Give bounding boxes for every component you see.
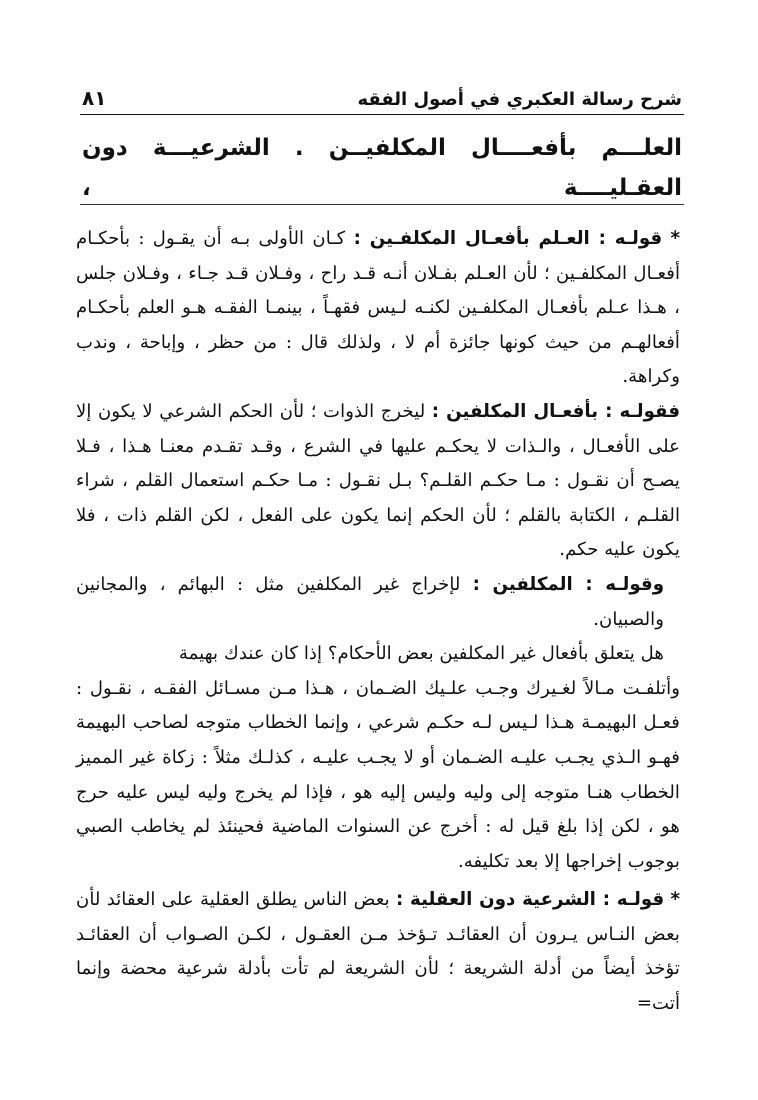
commentary-paragraph [76,672,680,880]
page-number: ٨١ [82,86,107,110]
matn-separator-rule [80,204,684,205]
paragraph-text: هل يتعلق بأفعال غير المكلفين بعض الأحكام؟ إذا كان عندك بهيمة [178,643,664,665]
commentary-paragraph [76,637,680,672]
lemma-heading: فقولـه : بأفعـال المكلفين : [431,400,681,422]
commentary-body [76,222,680,1022]
paragraph-text: كـان الأولى بـه أن يقـول : بأحكـام أفعـال المكلفـين ؛ لأن العـلم بفـلان أنـه قـد راح ، وفـلان قـد جـاء ، وفـلان جلس ، هـذا عـلم بأفعـال المكلفـين لكنـه لـيس فقهـاً ، بينمـا الفقـه هـو العلم بأحكـام أفعالهـم من حيث كونها جائزة أم لا ، ولذلك قال : من حظر ، وإباحة ، وندب وكراهة. [76,228,680,388]
commentary-paragraph [76,222,680,395]
paragraph-text: وأتلفـت مـالاً لغـيرك وجـب علـيك الضـمان ، هـذا مـن مسـائل الفقـه ، نقـول : فعـل البهيمـة هـذا لـيس لـه حكـم شرعي ، وإنما الخطاب متوجه لصاحب البهيمة فهـو الـذي يجـب عليـه الضـمان أو لا يجـب عليـه ، كذلـك مثلاً : زكاة غير المميز الخطاب هنـا متوجه إلى وليه وليس إليه هو ، فإذا لم يخرج وليه ليس عليه حرج هو ، لكن إذا بلغ قيل له : أخرج عن السنوات الماضية فحينئذ لم يخاطب الصبي بوجوب إخراجها إلا بعد تكليفه. [76,677,680,872]
commentary-paragraph [76,395,680,568]
lemma-heading: قولـه : العـلم بأفعـال المكلفـين : [353,228,663,249]
matn-text: العلـــم بأفعــــال المكلفيــن . الشرعيـــة دون العقـليــــة ، [82,135,682,201]
commentary-paragraph [76,883,680,1021]
commentary-paragraph [76,568,680,637]
lemma-heading: قولـه : الشرعية دون العقلية : [395,889,665,911]
lemma-heading: وقولـه : المكلفين : [472,573,664,595]
star-marker: * [670,889,680,911]
paragraph-text: لإخراج غير المكلفين مثل : البهائم ، والمجانين والصبيان. [76,573,664,630]
paragraph-text: ليخرج الذوات ؛ لأن الحكم الشرعي لا يكون إلا على الأفعـال ، والـذات لا يحكـم عليها في الشرع ، وقـد تقـدم معنـا هـذا ، فـلا يصـح أن نقـول : مـا حكـم القلـم؟ بـل نقـول : مـا حكـم استعمال القلم ، شراء القلـم ، الكتابة بالقلم ؛ لأن الحكم إنما يكون على الفعل ، لكن القلم ذات ، فلا يكون عليه حكم. [76,400,680,561]
paragraph-text: بعض الناس يطلق العقلية على العقائد لأن بعض النـاس يـرون أن العقائـد تـؤخذ مـن العقـول ، لكـن الصـواب أن العقائـد تؤخذ أيضاً من أدلة الشريعة ؛ لأن الشريعة لم تأت بأدلة شرعية محضة وإنما أتت= [76,889,680,1015]
book-title: شرح رسالة العكبري في أصول الفقه [357,89,682,110]
running-header [82,84,682,110]
star-marker: * [670,228,681,249]
header-rule [80,114,684,115]
